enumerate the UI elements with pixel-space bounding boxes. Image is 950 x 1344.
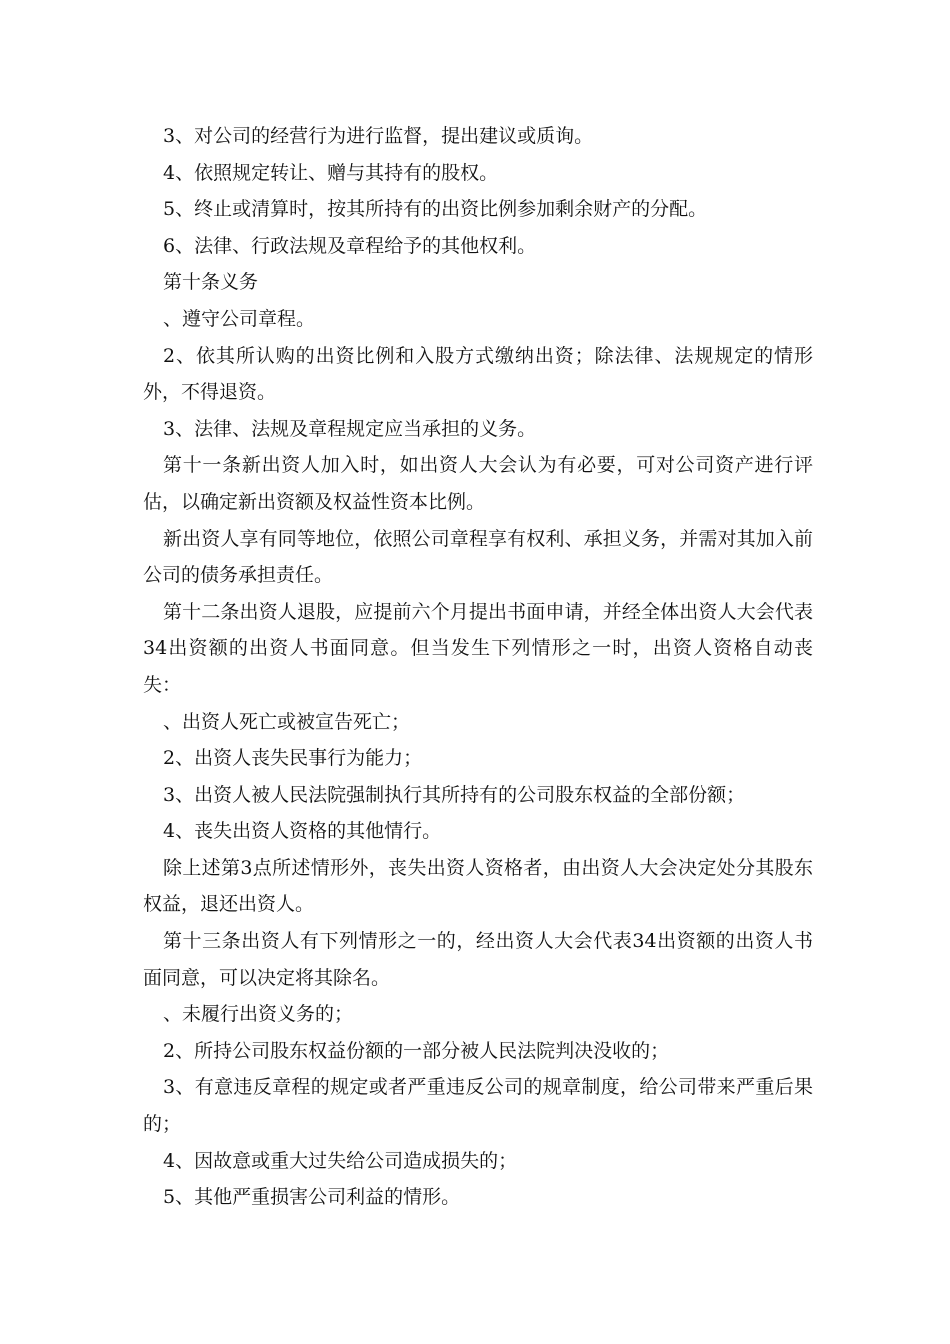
paragraph: 新出资人享有同等地位，依照公司章程享有权利、承担义务，并需对其加入前公司的债务承担责任。 bbox=[143, 527, 813, 587]
paragraph: 第十三条出资人有下列情形之一的，经出资人大会代表34出资额的出资人书面同意，可以决定将其除名。 bbox=[143, 930, 813, 989]
paragraph: 、出资人死亡或被宣告死亡； bbox=[163, 710, 411, 733]
paragraph: 除上述第3点所述情形外，丧失出资人资格者，由出资人大会决定处分其股东权益，退还出资人。 bbox=[143, 856, 813, 916]
paragraph: 4、依照规定转让、赠与其持有的股权。 bbox=[163, 161, 499, 184]
paragraph: 3、有意违反章程的规定或者严重违反公司的规章制度，给公司带来严重后果的； bbox=[143, 1076, 813, 1136]
paragraph: 第十二条出资人退股，应提前六个月提出书面申请，并经全体出资人大会代表34出资额的出资人书面同意。但当发生下列情形之一时，出资人资格自动丧失： bbox=[143, 600, 813, 696]
article-heading: 第十条义务 bbox=[163, 271, 259, 294]
paragraph: 5、其他严重损害公司利益的情形。 bbox=[163, 1186, 461, 1209]
paragraph: 5、终止或清算时，按其所持有的出资比例参加剩余财产的分配。 bbox=[163, 198, 708, 221]
paragraph: 2、出资人丧失民事行为能力； bbox=[163, 747, 423, 770]
paragraph: 3、法律、法规及章程规定应当承担的义务。 bbox=[163, 417, 537, 440]
paragraph: 第十一条新出资人加入时，如出资人大会认为有必要，可对公司资产进行评估，以确定新出资额及权益性资本比例。 bbox=[143, 454, 813, 513]
document-body bbox=[143, 118, 813, 1216]
paragraph: 6、法律、行政法规及章程给予的其他权利。 bbox=[163, 234, 537, 257]
paragraph: 2、所持公司股东权益份额的一部分被人民法院判决没收的； bbox=[163, 1039, 670, 1062]
paragraph: 3、出资人被人民法院强制执行其所持有的公司股东权益的全部份额； bbox=[163, 783, 746, 806]
paragraph: 4、因故意或重大过失给公司造成损失的； bbox=[163, 1149, 518, 1172]
paragraph: 、未履行出资义务的； bbox=[163, 1003, 354, 1026]
paragraph: 4、丧失出资人资格的其他情行。 bbox=[163, 820, 442, 843]
paragraph: 、遵守公司章程。 bbox=[163, 307, 316, 330]
paragraph: 3、对公司的经营行为进行监督，提出建议或质询。 bbox=[163, 125, 594, 147]
paragraph: 2、依其所认购的出资比例和入股方式缴纳出资；除法律、法规规定的情形外，不得退资。 bbox=[143, 344, 813, 404]
